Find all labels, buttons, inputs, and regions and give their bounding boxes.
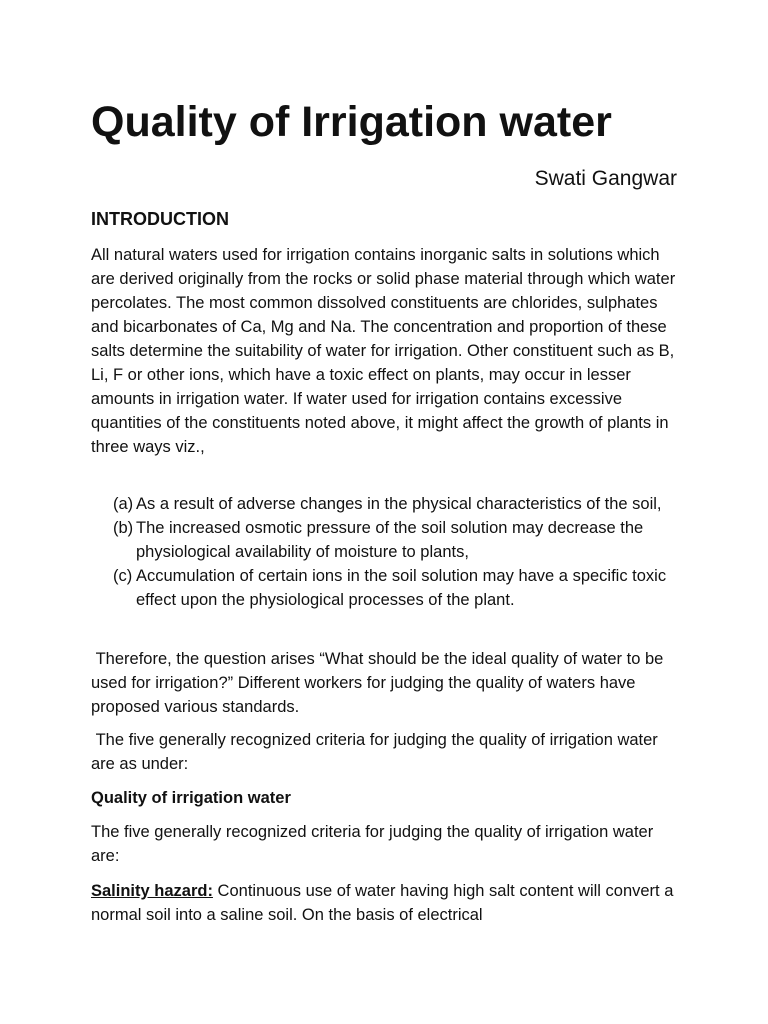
list-item [113,564,681,612]
list-item-text: Accumulation of certain ions in the soil solution may have a specific toxic effect upon the physiological processes of the plant. [136,567,667,609]
criteria-paragraph-repeat: The five generally recognized criteria for judging the quality of irrigation water are: [91,823,654,865]
effects-list [113,492,681,612]
document-title: Quality of Irrigation water [91,98,612,146]
list-item-text: As a result of adverse changes in the physical characteristics of the soil, [136,495,662,513]
introduction-paragraph: All natural waters used for irrigation contains inorganic salts in solutions which are derived originally from the rocks or solid phase material through which water percolates. The most common dissolved constituents are chlorides, sulphates and bicarbonates of Ca, Mg and Na. The concentration and proportion of these salts determine the suitability of water for irrigation. Other constituent such as B, Li, F or other ions, which have a toxic effect on plants, may occur in lesser amounts in irrigation water. If water used for irrigation contains excessive quantities of the constituents noted above, it might affect the growth of plants in three ways viz., [91,246,676,456]
criteria-text: The five generally recognized criteria for judging the quality of irrigation water are as under: [91,731,658,773]
quality-subheading: Quality of irrigation water [91,789,291,807]
author-name: Swati Gangwar [534,167,677,190]
list-item-text: The increased osmotic pressure of the soil solution may decrease the physiological availability of moisture to plants, [136,519,644,561]
introduction-heading: INTRODUCTION [91,209,229,229]
therefore-paragraph [91,647,681,719]
salinity-paragraph [91,879,681,927]
therefore-text: Therefore, the question arises “What should be the ideal quality of water to be used for irrigation?” Different workers for judging the quality of waters have proposed various standards. [91,650,664,716]
list-marker: (a) [113,495,134,513]
salinity-text: Continuous use of water having high salt content will convert a normal soil into a saline soil. On the basis of electrical [91,882,674,924]
list-item [113,516,681,564]
list-item [113,492,681,516]
list-marker: (c) [113,567,133,585]
list-marker: (b) [113,519,134,537]
criteria-paragraph [91,728,681,776]
salinity-hazard-term: Salinity hazard: [91,882,213,900]
